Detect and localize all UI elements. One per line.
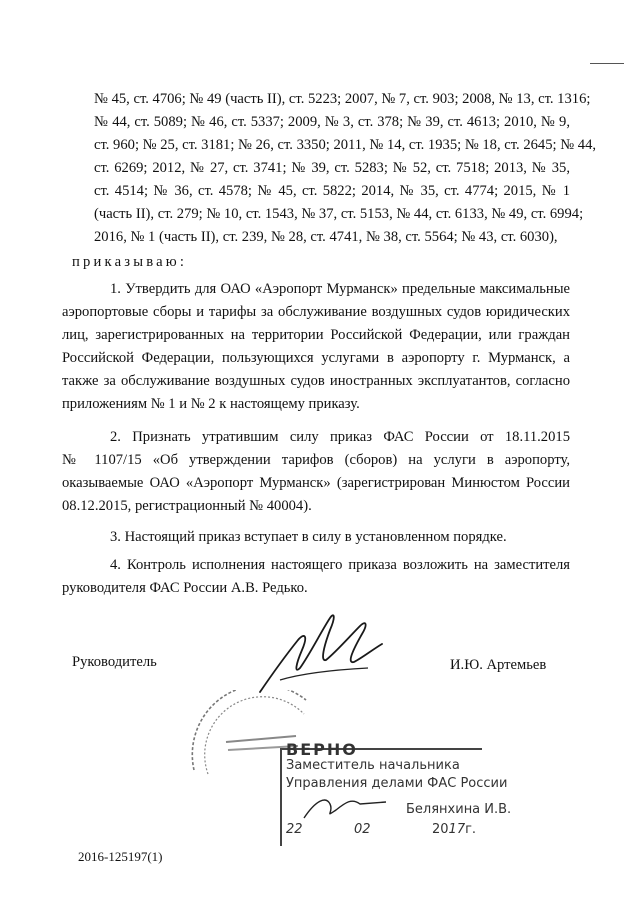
stamp-year-end: г. [465, 822, 477, 837]
text-line: Российской Федерации, пользующихся услугами в аэропорту г. Мурманск, а [62, 350, 570, 366]
text-line: 08.12.2015, регистрационный № 40004). [62, 498, 312, 514]
signature-scribble-icon [250, 610, 390, 700]
text-line: (часть II), ст. 279; № 10, ст. 1543, № 37, ст. 5153, № 44, ст. 6133, № 49, ст. 6994; [94, 206, 584, 222]
stamp-day: 22 [286, 822, 303, 837]
text-line: лиц, зарегистрированных на территории Российской Федерации, или граждан [62, 327, 570, 343]
text-line: 2. Признать утратившим силу приказ ФАС России от 18.11.2015 [110, 429, 570, 445]
text-line: аэропортовые сборы и тарифы за обслуживание воздушных судов юридических [62, 304, 570, 320]
signatory-name: И.Ю. Артемьев [450, 657, 547, 673]
stamp-header: ВЕРНО [286, 740, 358, 759]
stamp-person: Белянхина И.В. [406, 802, 512, 817]
text-line: ст. 6269; 2012, № 27, ст. 3741; № 39, ст. 5283; № 52, ст. 7518; 2013, № 35, [94, 160, 570, 176]
stamp-month: 02 [354, 822, 371, 837]
stamp-line-2: Управления делами ФАС России [286, 776, 508, 791]
text-line: ст. 4514; № 36, ст. 4578; № 45, ст. 5822; 2014, № 35, ст. 4774; 2015, № 1 [94, 183, 570, 199]
stamp-year-prefix: 20 [432, 822, 449, 837]
paragraph-3: 3. Настоящий приказ вступает в силу в установленном порядке. [110, 529, 507, 545]
registration-number: 2016-125197(1) [78, 849, 163, 864]
order-word: приказываю: [72, 254, 188, 270]
text-line: № 44, ст. 5089; № 46, ст. 5337; 2009, № 3, ст. 378; № 39, ст. 4613; 2010, № 9, [94, 114, 570, 130]
stamp-year-suffix: 17 [448, 822, 466, 837]
stamp-line-1: Заместитель начальника [286, 758, 460, 773]
text-line: ст. 960; № 25, ст. 3181; № 26, ст. 3350; 2011, № 14, ст. 1935; № 18, ст. 2645; № 44, [94, 137, 597, 153]
stamp-year [432, 822, 476, 837]
header-dash [590, 63, 624, 64]
text-line: руководителя ФАС России А.В. Редько. [62, 580, 308, 596]
text-line: также за обслуживание воздушных судов иностранных эксплуатантов, согласно [62, 373, 570, 389]
signatory-title: Руководитель [72, 654, 157, 670]
text-line: 4. Контроль исполнения настоящего приказа возложить на заместителя [110, 557, 570, 573]
text-line: 1. Утвердить для ОАО «Аэропорт Мурманск» предельные максимальные [110, 281, 570, 297]
certification-stamp [272, 738, 512, 846]
text-line: № 45, ст. 4706; № 49 (часть II), ст. 5223; 2007, № 7, ст. 903; 2008, № 13, ст. 1316; [94, 91, 591, 107]
stamp-signature-icon [300, 794, 390, 824]
text-line: 2016, № 1 (часть II), ст. 239, № 28, ст. 4741, № 38, ст. 5564; № 43, ст. 6030), [94, 229, 558, 245]
text-line: оказываемые ОАО «Аэропорт Мурманск» (зарегистрирован Минюстом России [62, 475, 570, 491]
text-line: № 1107/15 «Об утверждении тарифов (сборов) на услуги в аэропорту, [62, 452, 570, 468]
text-line: приложениям № 1 и № 2 к настоящему приказу. [62, 396, 360, 412]
